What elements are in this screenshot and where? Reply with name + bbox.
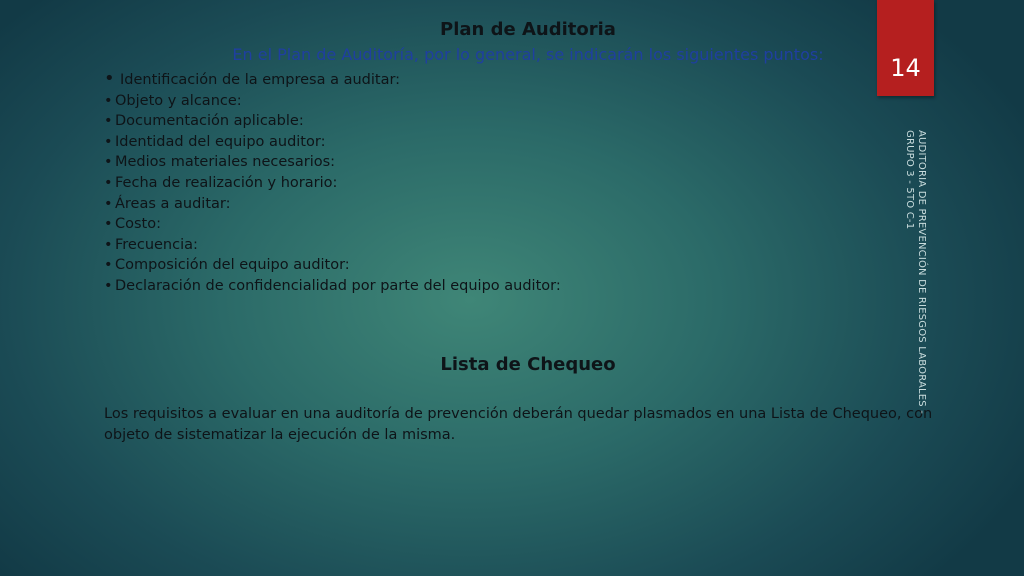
bullet-icon: • xyxy=(104,216,113,233)
list-item xyxy=(104,235,561,256)
list-item-text: Fecha de realización y horario: xyxy=(115,174,338,191)
list-item xyxy=(104,173,561,194)
list-item xyxy=(104,132,561,153)
list-item-text: Documentación aplicable: xyxy=(115,113,304,130)
list-item-text: Identidad del equipo auditor: xyxy=(115,133,326,150)
bullet-icon: • xyxy=(104,68,115,89)
bullet-list xyxy=(104,69,561,297)
slide-subtitle: En el Plan de Auditoría, por lo general, se indicarán los siguientes puntos: xyxy=(232,45,824,64)
bullet-icon: • xyxy=(104,257,113,274)
body-paragraph: Los requisitos a evaluar en una auditoría de prevención deberán quedar plasmados en una Lista de Chequeo, con objeto de sistematizar la ejecución de la misma. xyxy=(104,406,933,443)
bullet-icon: • xyxy=(104,277,113,294)
vertical-footer-line: AUDITORIA DE PREVENCIÓN DE RIESGOS LABORALES - xyxy=(916,130,927,415)
list-item-text: Composición del equipo auditor: xyxy=(115,257,350,274)
list-item xyxy=(104,91,561,112)
list-item xyxy=(104,276,561,297)
vertical-footer-text xyxy=(903,130,927,414)
bullet-icon: • xyxy=(104,113,113,130)
list-item xyxy=(104,152,561,173)
vertical-footer-line: GRUPO 3 - 5TO C-1 xyxy=(904,130,915,230)
bullet-icon: • xyxy=(104,133,113,150)
list-item xyxy=(104,111,561,132)
page-number-badge xyxy=(877,0,934,96)
list-item-text: Costo: xyxy=(115,216,161,233)
list-item-text: Identificación de la empresa a auditar: xyxy=(120,72,401,88)
page-number: 14 xyxy=(890,54,921,82)
bullet-icon: • xyxy=(104,236,113,253)
list-item xyxy=(104,194,561,215)
list-item xyxy=(104,214,561,235)
list-item-text: Medios materiales necesarios: xyxy=(115,154,336,171)
list-item-text: Objeto y alcance: xyxy=(115,92,242,109)
list-item-text: Áreas a auditar: xyxy=(115,195,231,212)
list-item-text: Declaración de confidencialidad por parte del equipo auditor: xyxy=(115,277,561,294)
list-item xyxy=(104,255,561,276)
bullet-icon: • xyxy=(104,92,113,109)
list-item xyxy=(104,69,561,91)
section-title: Lista de Chequeo xyxy=(440,354,616,375)
bullet-icon: • xyxy=(104,154,113,171)
slide-title: Plan de Auditoria xyxy=(440,19,616,40)
bullet-icon: • xyxy=(104,174,113,191)
list-item-text: Frecuencia: xyxy=(115,236,198,253)
bullet-icon: • xyxy=(104,195,113,212)
